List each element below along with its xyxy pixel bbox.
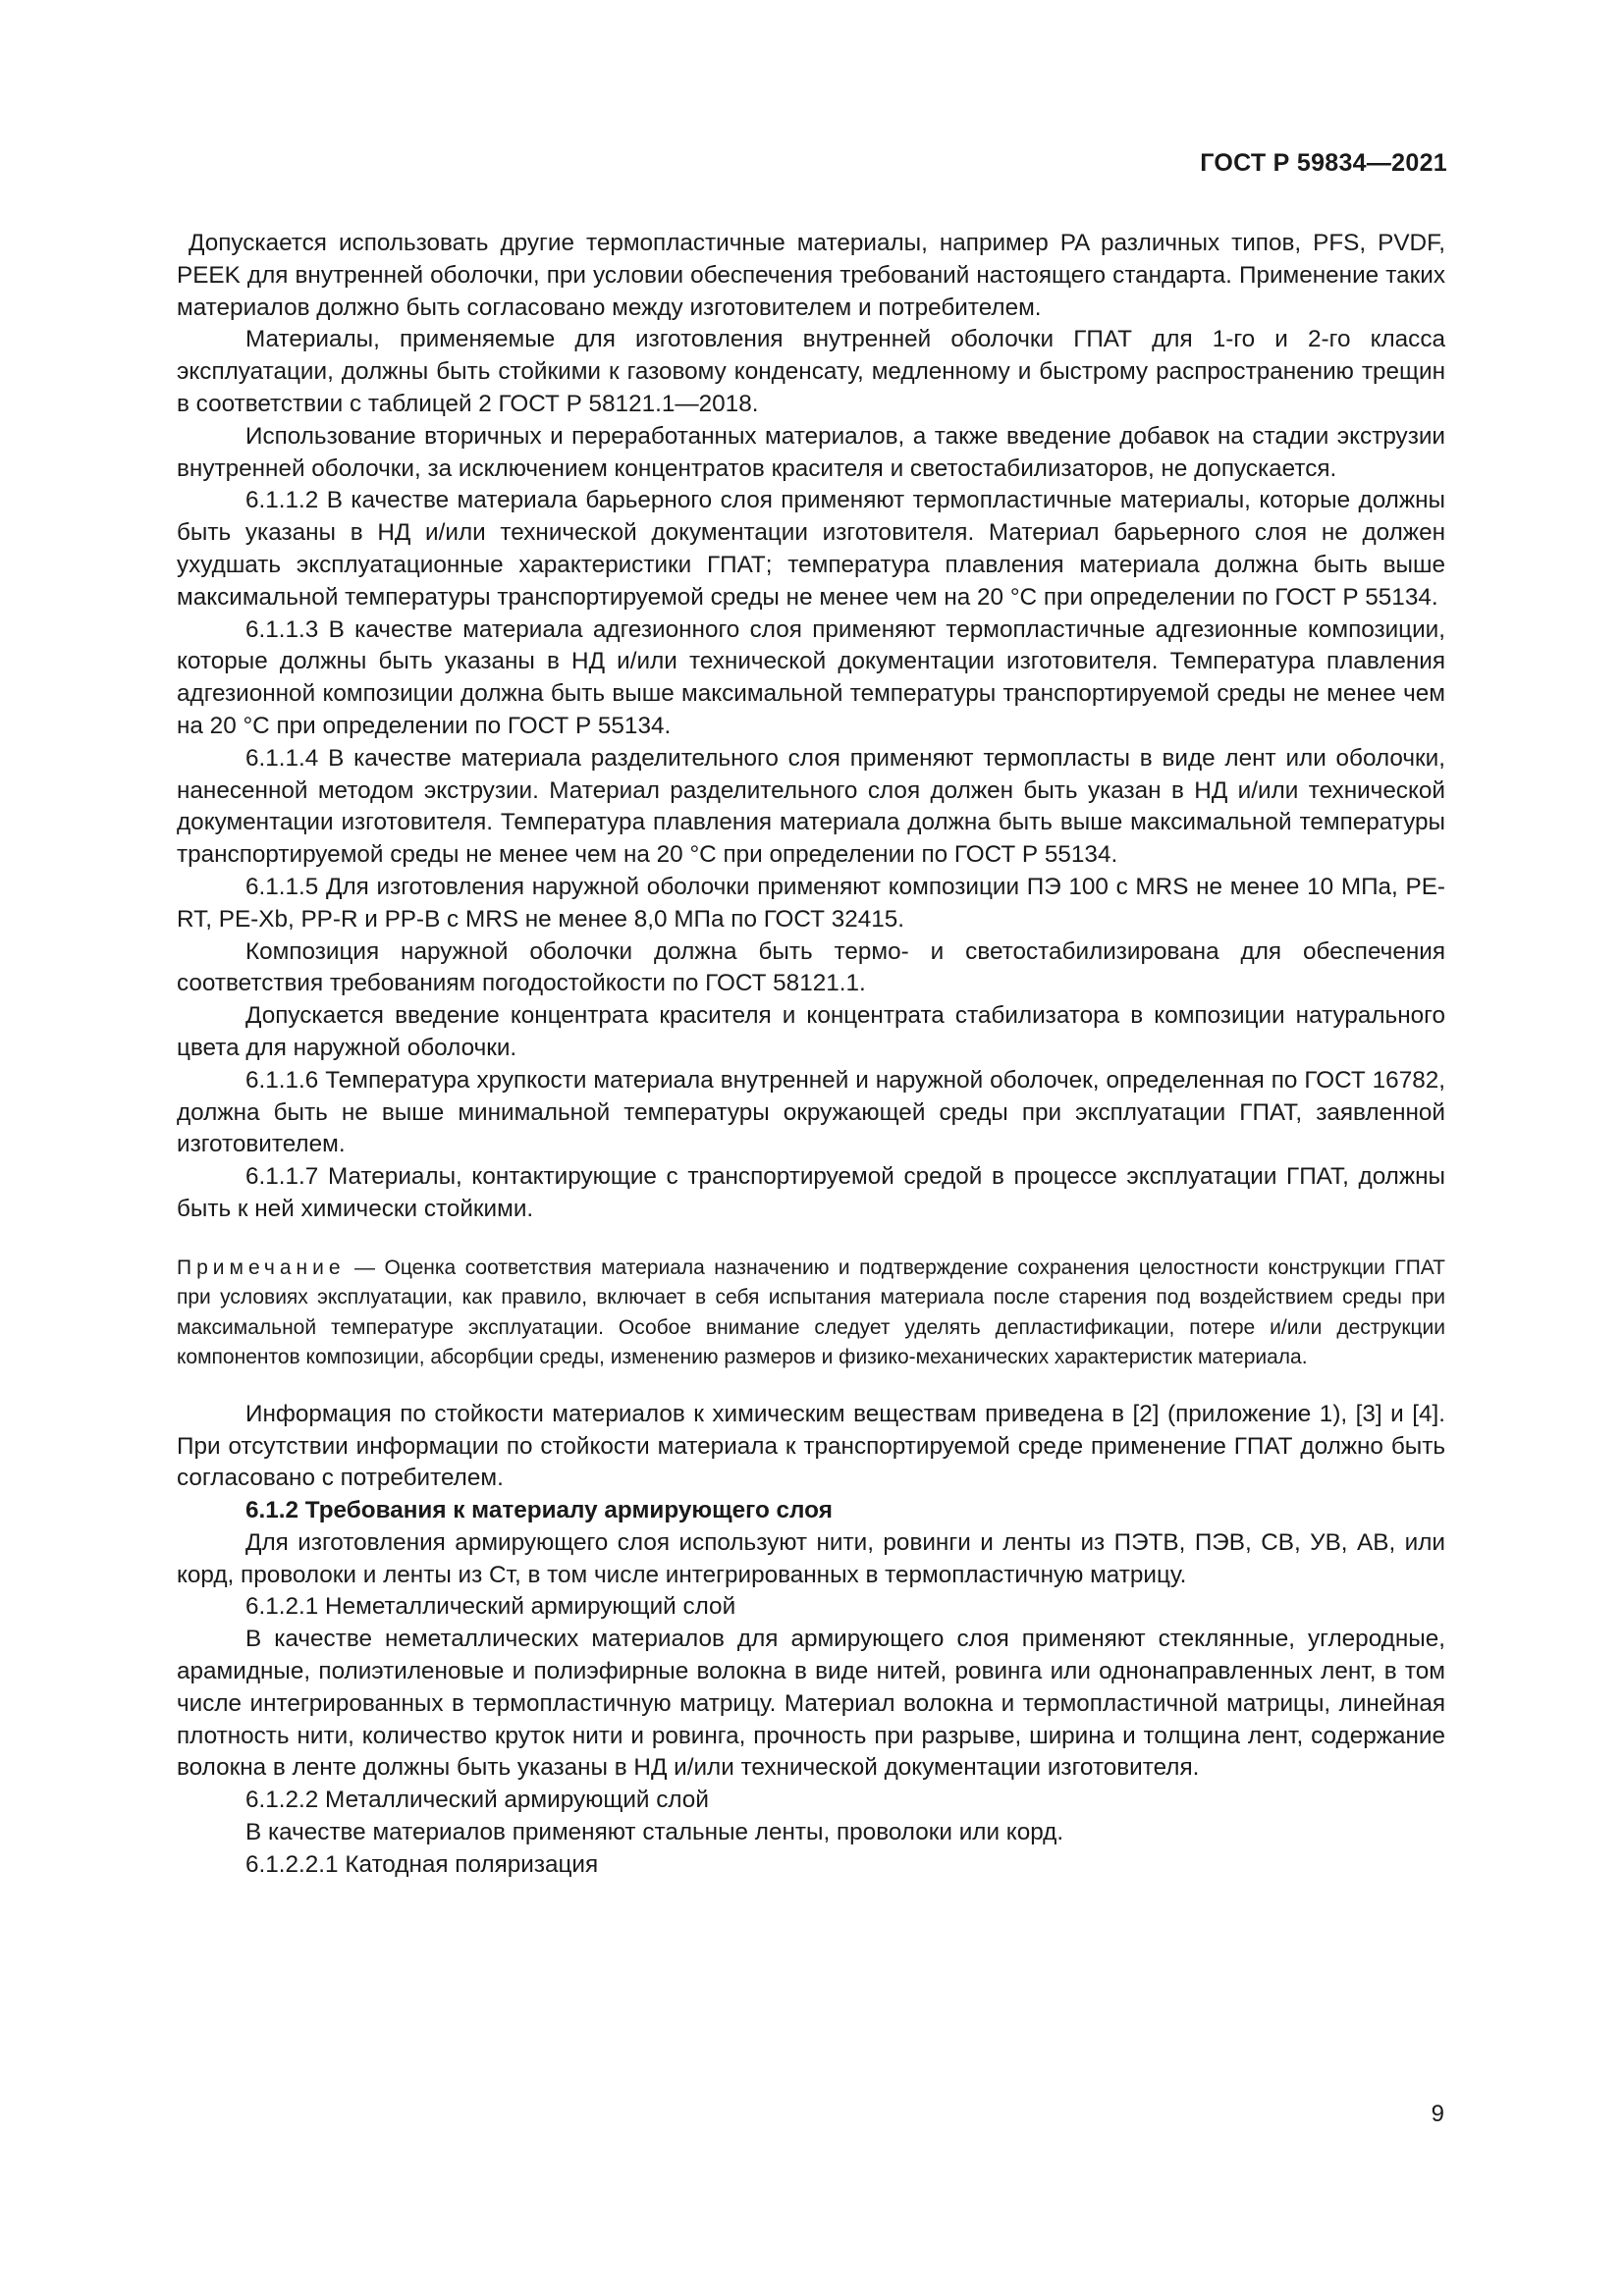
page-body <box>177 228 1445 1882</box>
paragraph <box>177 1624 1445 1785</box>
note <box>177 1254 1445 1373</box>
paragraph <box>177 228 1445 324</box>
paragraph-text: В качестве материалов применяют стальные ленты, проволоки или корд. <box>245 1819 1064 1846</box>
note-text: — Оценка соответствия материала назначению и подтверждение сохранения целостности конструкции ГПАТ при условиях эксплуатации, как правило, включает в себя испытания материала после старения под воздействием среды при максимальной температуре эксплуатации. Особое внимание следует уделять депластификации, потере и/или деструкции компонентов композиции, абсорбции среды, изменению размеров и физико-механических характеристик материала. <box>177 1255 1445 1369</box>
page-number: 9 <box>1431 2101 1444 2127</box>
section-heading-text: 6.1.2 Требования к материалу армирующего слоя <box>245 1497 833 1524</box>
paragraph-text: Материалы, применяемые для изготовления внутренней оболочки ГПАТ для 1-го и 2-го класса эксплуатации, должны быть стойкими к газовому конденсату, медленному и быстрому распространению трещин в соответствии с таблицей 2 ГОСТ Р 58121.1—2018. <box>177 326 1445 417</box>
paragraph <box>177 936 1445 1001</box>
paragraph-text: 6.1.1.5 Для изготовления наружной оболочки применяют композиции ПЭ 100 с MRS не менее 10 МПа, PE-RT, PE-Xb, PP-R и PP-B с MRS не менее 8,0 МПа по ГОСТ 32415. <box>177 873 1445 933</box>
paragraph-text: 6.1.2.1 Неметаллический армирующий слой <box>245 1593 736 1621</box>
paragraph <box>177 1161 1445 1226</box>
paragraph-text: Композиция наружной оболочки должна быть термо- и светостабилизирована для обеспечения соответствия требованиям погодостойкости по ГОСТ 58121.1. <box>177 937 1445 997</box>
paragraph-text: 6.1.1.2 В качестве материала барьерного слоя применяют термопластичные материалы, которые должны быть указаны в НД и/или технической документации изготовителя. Материал барьерного слоя не должен ухудшать эксплуатационные характеристики ГПАТ; температура плавления материала должна быть выше максимальной температуры транспортируемой среды не менее чем на 20 °С при определении по ГОСТ Р 55134. <box>177 487 1445 611</box>
paragraph <box>177 1817 1445 1849</box>
paragraph <box>177 743 1445 872</box>
paragraph <box>177 421 1445 486</box>
section-heading <box>177 1495 1445 1527</box>
paragraph-text: 6.1.1.3 В качестве материала адгезионного слоя применяют термопластичные адгезионные композиции, которые должны быть указаны в НД и/или технической документации изготовителя. Температура плавления адгезионной композиции должна быть выше максимальной температуры транспортируемой среды не менее чем на 20 °С при определении по ГОСТ Р 55134. <box>177 615 1445 739</box>
paragraph-text: 6.1.2.2.1 Катодная поляризация <box>245 1850 599 1878</box>
paragraph <box>177 485 1445 614</box>
paragraph-text: Информация по стойкости материалов к химическим веществам приведена в [2] (приложение 1), [3] и [4]. При отсутствии информации по стойкости материала к транспортируемой среде применение ГПАТ должно быть согласовано с потребителем. <box>177 1400 1445 1492</box>
note-label: Примечание <box>177 1255 346 1279</box>
paragraph <box>177 1785 1445 1817</box>
paragraph-text: 6.1.1.7 Материалы, контактирующие с транспортируемой средой в процессе эксплуатации ГПАТ, должны быть к ней химически стойкими. <box>177 1163 1445 1222</box>
paragraph <box>177 324 1445 420</box>
paragraph-text: В качестве неметаллических материалов для армирующего слоя применяют стеклянные, углеродные, арамидные, полиэтиленовые и полиэфирные волокна в виде нитей, ровинга или однонаправленных лент, в том числе интегрированных в термопластичную матрицу. Материал волокна и термопластичной матрицы, линейная плотность нити, количество круток нити и ровинга, прочность при разрыве, ширина и толщина лент, содержание волокна в ленте должны быть указаны в НД и/или технической документации изготовителя. <box>177 1626 1445 1782</box>
paragraph <box>177 1849 1445 1882</box>
document-code: ГОСТ Р 59834—2021 <box>1200 149 1447 177</box>
paragraph-text: 6.1.1.4 В качестве материала разделительного слоя применяют термопласты в виде лент или оболочки, нанесенной методом экструзии. Материал разделительного слоя должен быть указан в НД и/или технической документации изготовителя. Температура плавления материала должна быть выше максимальной температуры транспортируемой среды не менее чем на 20 °С при определении по ГОСТ Р 55134. <box>177 744 1445 869</box>
paragraph-text: Допускается введение концентрата красителя и концентрата стабилизатора в композиции натурального цвета для наружной оболочки. <box>177 1002 1445 1061</box>
paragraph <box>177 1527 1445 1592</box>
paragraph <box>177 614 1445 743</box>
paragraph-text: Для изготовления армирующего слоя используют нити, ровинги и ленты из ПЭТВ, ПЭВ, СВ, УВ, АВ, или корд, проволоки и ленты из Ст, в том числе интегрированных в термопластичную матрицу. <box>177 1528 1445 1588</box>
paragraph <box>177 872 1445 936</box>
paragraph <box>177 1065 1445 1161</box>
paragraph-text: Использование вторичных и переработанных материалов, а также введение добавок на стадии экструзии внутренней оболочки, за исключением концентратов красителя и светостабилизаторов, не допускается. <box>177 422 1445 482</box>
paragraph <box>177 1591 1445 1624</box>
paragraph <box>177 1000 1445 1065</box>
paragraph-text: 6.1.1.6 Температура хрупкости материала внутренней и наружной оболочек, определенная по ГОСТ 16782, должна быть не выше минимальной температуры окружающей среды при эксплуатации ГПАТ, заявленной изготовителем. <box>177 1066 1445 1158</box>
paragraph-text: Допускается использовать другие термопластичные материалы, например PA различных типов, PFS, PVDF, PEEK для внутренней оболочки, при условии обеспечения требований настоящего стандарта. Применение таких материалов должно быть согласовано между изготовителем и потребителем. <box>177 230 1445 321</box>
paragraph <box>177 1399 1445 1495</box>
paragraph-text: 6.1.2.2 Металлический армирующий слой <box>245 1787 709 1814</box>
